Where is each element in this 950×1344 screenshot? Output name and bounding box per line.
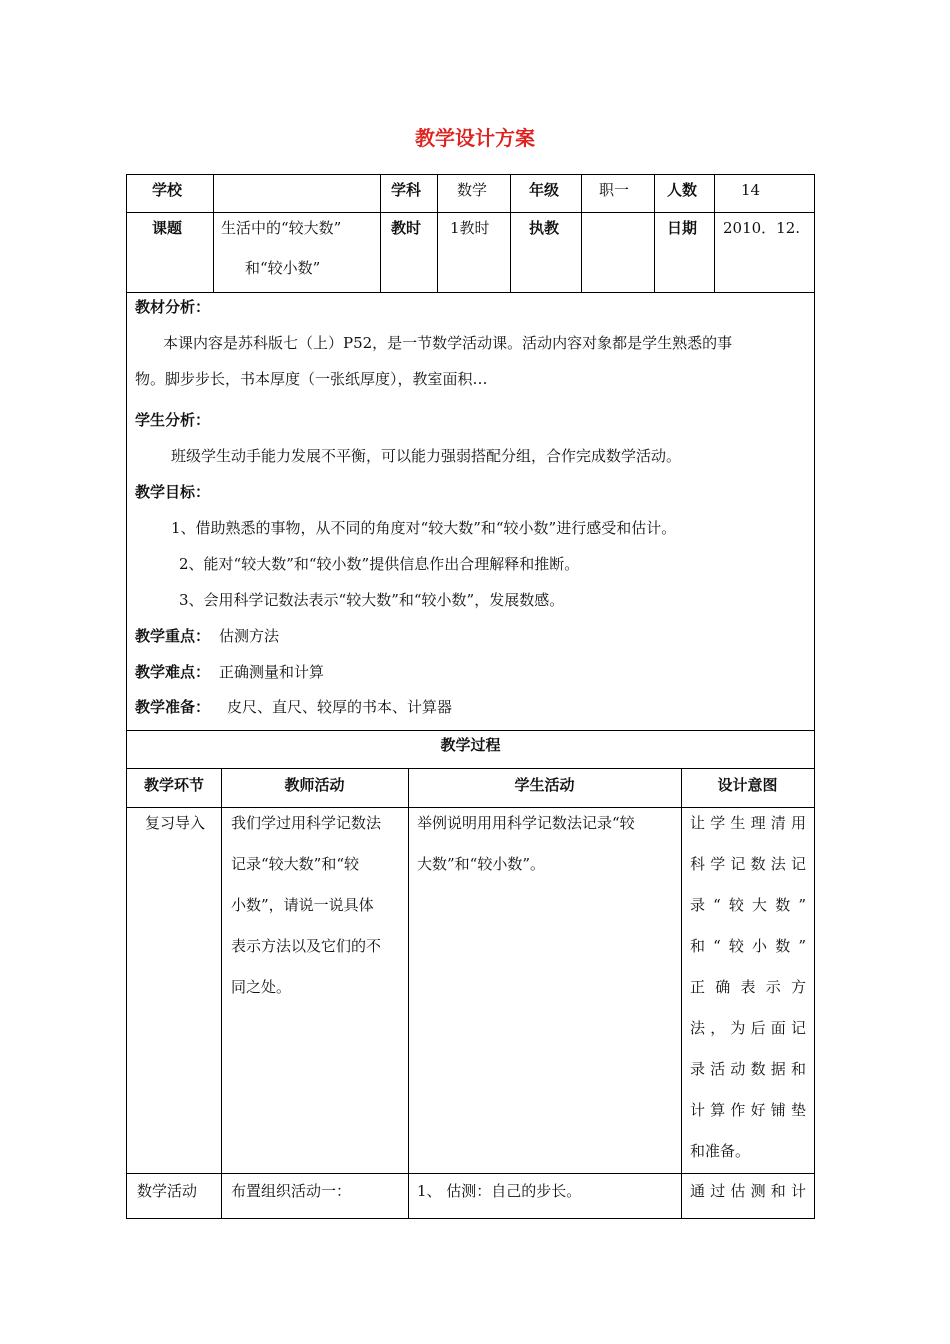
col-divider	[654, 175, 655, 292]
col-divider	[221, 768, 222, 1218]
design-intent-cell	[690, 1171, 806, 1212]
material-analysis-line: 物。脚步步长，书本厚度（一张纸厚度），教室面积…	[135, 370, 488, 388]
col-divider	[714, 175, 715, 292]
col-divider	[408, 768, 409, 1218]
text-line: 举例说明用用科学记数法记录“较	[417, 814, 635, 832]
text-line: 我们学过用科学记数法	[231, 814, 382, 832]
grade-label: 年级	[529, 181, 560, 199]
text-line: 和准备。	[690, 1142, 751, 1160]
text-line: 表示方法以及它们的不	[231, 937, 382, 955]
goal-item: 3、会用科学记数法表示“较大数”和“较小数”，发展数感。	[179, 591, 565, 609]
key-point-value: 估测方法	[219, 627, 280, 645]
teacher-activity-cell	[231, 803, 401, 1008]
goals-heading: 教学目标：	[135, 483, 211, 501]
text-line: 小数”，请说一说具体	[231, 896, 374, 914]
subject-value: 数学	[457, 181, 488, 199]
grade-value: 职一	[599, 181, 630, 199]
topic-label: 课题	[152, 219, 183, 237]
goal-item: 2、能对“较大数”和“较小数”提供信息作出合理解释和推断。	[179, 555, 580, 573]
text-line: 让学生理清用	[690, 814, 806, 832]
key-point-label: 教学重点：	[135, 627, 211, 645]
text-line: 录“较大数”	[690, 896, 806, 914]
stage-cell: 复习导入	[145, 814, 206, 832]
text-line: 正确表示方	[690, 978, 806, 996]
teacher-label: 执教	[529, 219, 560, 237]
difficulty-value: 正确测量和计算	[219, 663, 325, 681]
col-header-teacher: 教师活动	[284, 776, 345, 794]
hours-label: 教时	[391, 219, 422, 237]
student-analysis-heading: 学生分析：	[135, 411, 211, 429]
text-line: 法，为后面记	[690, 1019, 806, 1037]
row-divider	[127, 292, 814, 293]
text-line: 计算作好铺垫	[690, 1101, 806, 1119]
text-line: 记录“较大数”和“较	[231, 855, 360, 873]
difficulty-label: 教学难点：	[135, 663, 211, 681]
row-divider	[127, 212, 814, 213]
student-activity-cell: 1、 估测：自己的步长。	[417, 1182, 582, 1200]
process-heading: 教学过程	[440, 736, 501, 754]
col-divider	[380, 175, 381, 292]
text-line: 和“较小数”	[690, 937, 806, 955]
text-line: 通过估测和计	[690, 1182, 806, 1200]
topic-value-line1: 生活中的“较大数”	[221, 219, 342, 237]
count-value: 14	[741, 181, 761, 199]
count-label: 人数	[667, 181, 698, 199]
col-divider	[510, 175, 511, 292]
text-line: 科学记数法记	[690, 855, 806, 873]
col-divider	[437, 175, 438, 292]
col-header-student: 学生活动	[514, 776, 575, 794]
school-label: 学校	[152, 181, 183, 199]
student-activity-cell	[417, 803, 675, 885]
lesson-plan-table	[126, 174, 815, 1219]
subject-label: 学科	[391, 181, 422, 199]
col-header-intent: 设计意图	[717, 776, 778, 794]
stage-cell: 数学活动	[137, 1182, 198, 1200]
student-analysis-line: 班级学生动手能力发展不平衡，可以能力强弱搭配分组，合作完成数学活动。	[171, 447, 682, 465]
date-value: 2010．12.	[723, 219, 801, 237]
hours-value: 1教时	[450, 219, 490, 237]
text-line: 录活动数据和	[690, 1060, 806, 1078]
row-divider	[127, 768, 814, 769]
date-label: 日期	[667, 219, 698, 237]
material-analysis-line: 本课内容是苏科版七（上）P52，是一节数学活动课。活动内容对象都是学生熟悉的事	[163, 334, 733, 352]
preparation-value: 皮尺、直尺、较厚的书本、计算器	[227, 698, 453, 716]
material-analysis-heading: 教材分析：	[135, 298, 211, 316]
col-divider	[581, 175, 582, 292]
page-title: 教学设计方案	[415, 126, 535, 150]
goal-item: 1、借助熟悉的事物，从不同的角度对“较大数”和“较小数”进行感受和估计。	[171, 519, 677, 537]
col-header-stage: 教学环节	[143, 776, 204, 794]
design-intent-cell	[690, 803, 806, 1172]
preparation-label: 教学准备：	[135, 698, 211, 716]
row-divider	[127, 730, 814, 731]
topic-value-line2: 和“较小数”	[245, 259, 321, 277]
col-divider	[213, 175, 214, 292]
col-divider	[681, 768, 682, 1218]
text-line: 大数”和“较小数”。	[417, 855, 546, 873]
text-line: 同之处。	[231, 978, 292, 996]
teacher-activity-cell: 布置组织活动一：	[231, 1182, 352, 1200]
